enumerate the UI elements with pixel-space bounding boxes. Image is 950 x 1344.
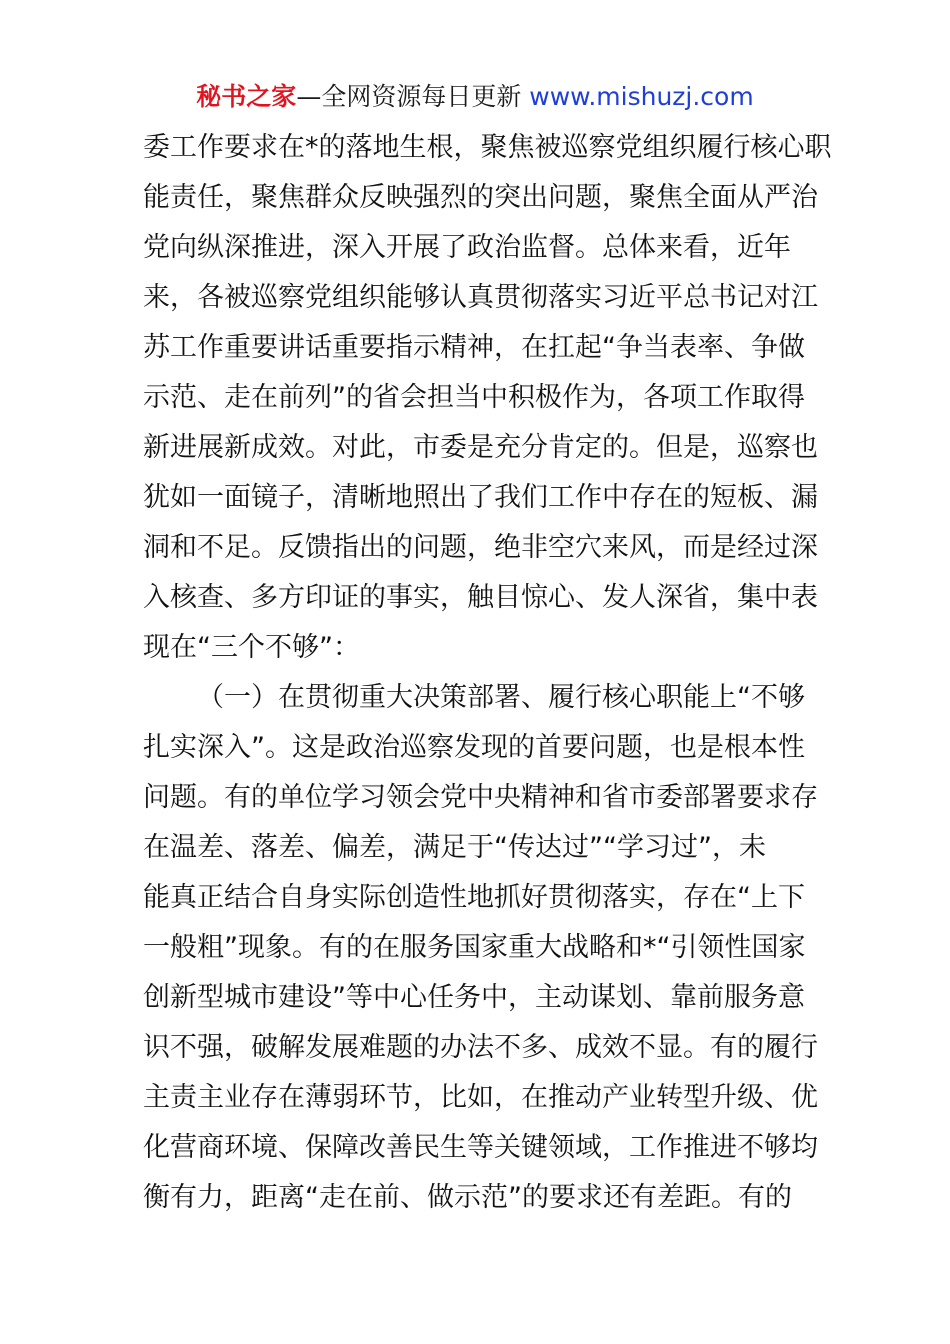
document-body: [143, 123, 832, 1223]
text-line: 示范、走在前列”的省会担当中积极作为，各项工作取得: [143, 382, 805, 413]
text-line: 现在“三个不够”：: [143, 632, 360, 663]
text-line: 来，各被巡察党组织能够认真贯彻落实习近平总书记对江: [143, 282, 818, 313]
text-line: 苏工作重要讲话重要指示精神，在扛起“争当表率、争做: [143, 332, 805, 363]
text-line: 入核查、多方印证的事实，触目惊心、发人深省，集中表: [143, 582, 818, 613]
text-line: 党向纵深推进，深入开展了政治监督。总体来看，近年: [143, 232, 791, 263]
text-line: 在温差、落差、偏差，满足于“传达过”“学习过”，未: [143, 832, 766, 863]
text-line: 能责任，聚焦群众反映强烈的突出问题，聚焦全面从严治: [143, 182, 818, 213]
text-line: 犹如一面镜子，清晰地照出了我们工作中存在的短板、漏: [143, 482, 818, 513]
site-brand: 秘书之家: [196, 82, 297, 111]
section-heading-line: （一）在贯彻重大决策部署、履行核心职能上“不够: [197, 682, 805, 713]
text-line: 创新型城市建设”等中心任务中，主动谋划、靠前服务意: [143, 982, 805, 1013]
text-line: 一般粗”现象。有的在服务国家重大战略和*“引领性国家: [143, 932, 806, 963]
text-line: 扎实深入”。这是政治巡察发现的首要问题，也是根本性: [143, 732, 805, 763]
text-line: 识不强，破解发展难题的办法不多、成效不显。有的履行: [143, 1032, 818, 1063]
page-header: [0, 80, 950, 114]
text-line: 主责主业存在薄弱环节，比如，在推动产业转型升级、优: [143, 1082, 818, 1113]
text-line: 问题。有的单位学习领会党中央精神和省市委部署要求存: [143, 782, 818, 813]
site-tagline: —全网资源每日更新: [296, 82, 522, 111]
text-line: 能真正结合自身实际创造性地抓好贯彻落实，存在“上下: [143, 882, 805, 913]
text-line: 化营商环境、保障改善民生等关键领域，工作推进不够均: [143, 1132, 818, 1163]
text-line: 新进展新成效。对此，市委是充分肯定的。但是，巡察也: [143, 432, 818, 463]
text-line: 委工作要求在*的落地生根，聚焦被巡察党组织履行核心职: [143, 132, 832, 163]
text-line: 衡有力，距离“走在前、做示范”的要求还有差距。有的: [143, 1182, 792, 1213]
text-line: 洞和不足。反馈指出的问题，绝非空穴来风，而是经过深: [143, 532, 818, 563]
site-url-link[interactable]: www.mishuzj.com: [529, 82, 754, 111]
